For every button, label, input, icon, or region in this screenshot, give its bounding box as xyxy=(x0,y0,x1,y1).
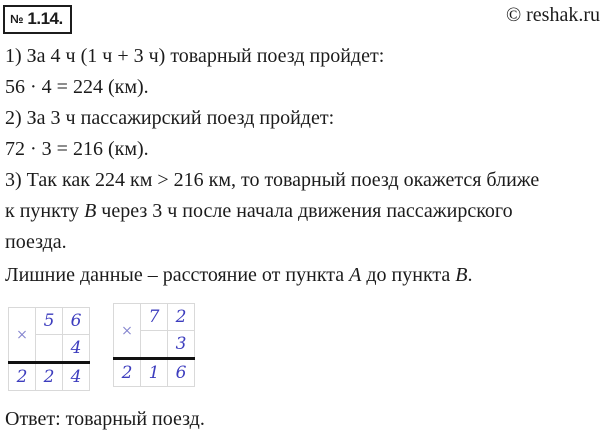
grid-cell: 7 xyxy=(141,304,168,331)
problem-number-box xyxy=(3,5,72,34)
text-segment: до пункта xyxy=(361,264,456,286)
text-segment: Лишние данные – расстояние от пункта xyxy=(5,264,350,286)
grid-cell: 5 xyxy=(36,308,63,335)
solution-step-3-line-3: поезда. xyxy=(5,231,67,253)
extra-data-note xyxy=(5,260,607,291)
grid-cell: 4 xyxy=(63,335,90,363)
grid-cell xyxy=(141,331,168,359)
grid-cell: 2 xyxy=(168,304,195,331)
grid-cell: 1 xyxy=(141,359,168,387)
grid-cell: 6 xyxy=(63,308,90,335)
step-2-calculation: 72 · 3 = 216 (км). xyxy=(5,138,149,160)
solution-body xyxy=(5,41,607,435)
grid-cell: 2 xyxy=(9,363,36,391)
multiply-sign: × xyxy=(114,304,141,359)
grid-cell: 3 xyxy=(168,331,195,359)
text-segment: через 3 ч после начала движения пассажирского xyxy=(96,200,513,222)
grid-cell: 4 xyxy=(63,363,90,391)
solution-step-2: 2) За 3 ч пассажирский поезд пройдет: xyxy=(5,107,335,129)
grid-cell: 6 xyxy=(168,359,195,387)
point-b-label: B xyxy=(84,200,97,222)
problem-number: 1.14. xyxy=(27,9,63,28)
text-segment: к пункту xyxy=(5,200,85,222)
solution-step-3-line-2 xyxy=(5,196,607,227)
answer-text: Ответ: товарный поезд. xyxy=(5,408,205,430)
multiplication-grids xyxy=(8,307,607,391)
point-a-label: A xyxy=(349,264,362,286)
solution-step-1: 1) За 4 ч (1 ч + 3 ч) товарный поезд пройдет: xyxy=(5,45,385,67)
copyright-notice: © reshak.ru xyxy=(505,4,600,26)
grid-cell: 2 xyxy=(36,363,63,391)
solution-step-3-line-1: 3) Так как 224 км > 216 км, то товарный поезд окажется ближе xyxy=(5,169,540,191)
numero-sign: № xyxy=(10,12,24,26)
multiplication-grid-56x4 xyxy=(8,307,90,391)
multiplication-grid-72x3 xyxy=(113,303,195,387)
grid-cell: 2 xyxy=(114,359,141,387)
grid-cell xyxy=(36,335,63,363)
text-segment: . xyxy=(467,264,473,286)
point-b-label: B xyxy=(455,264,468,286)
step-1-calculation: 56 · 4 = 224 (км). xyxy=(5,76,149,98)
multiply-sign: × xyxy=(9,308,36,363)
